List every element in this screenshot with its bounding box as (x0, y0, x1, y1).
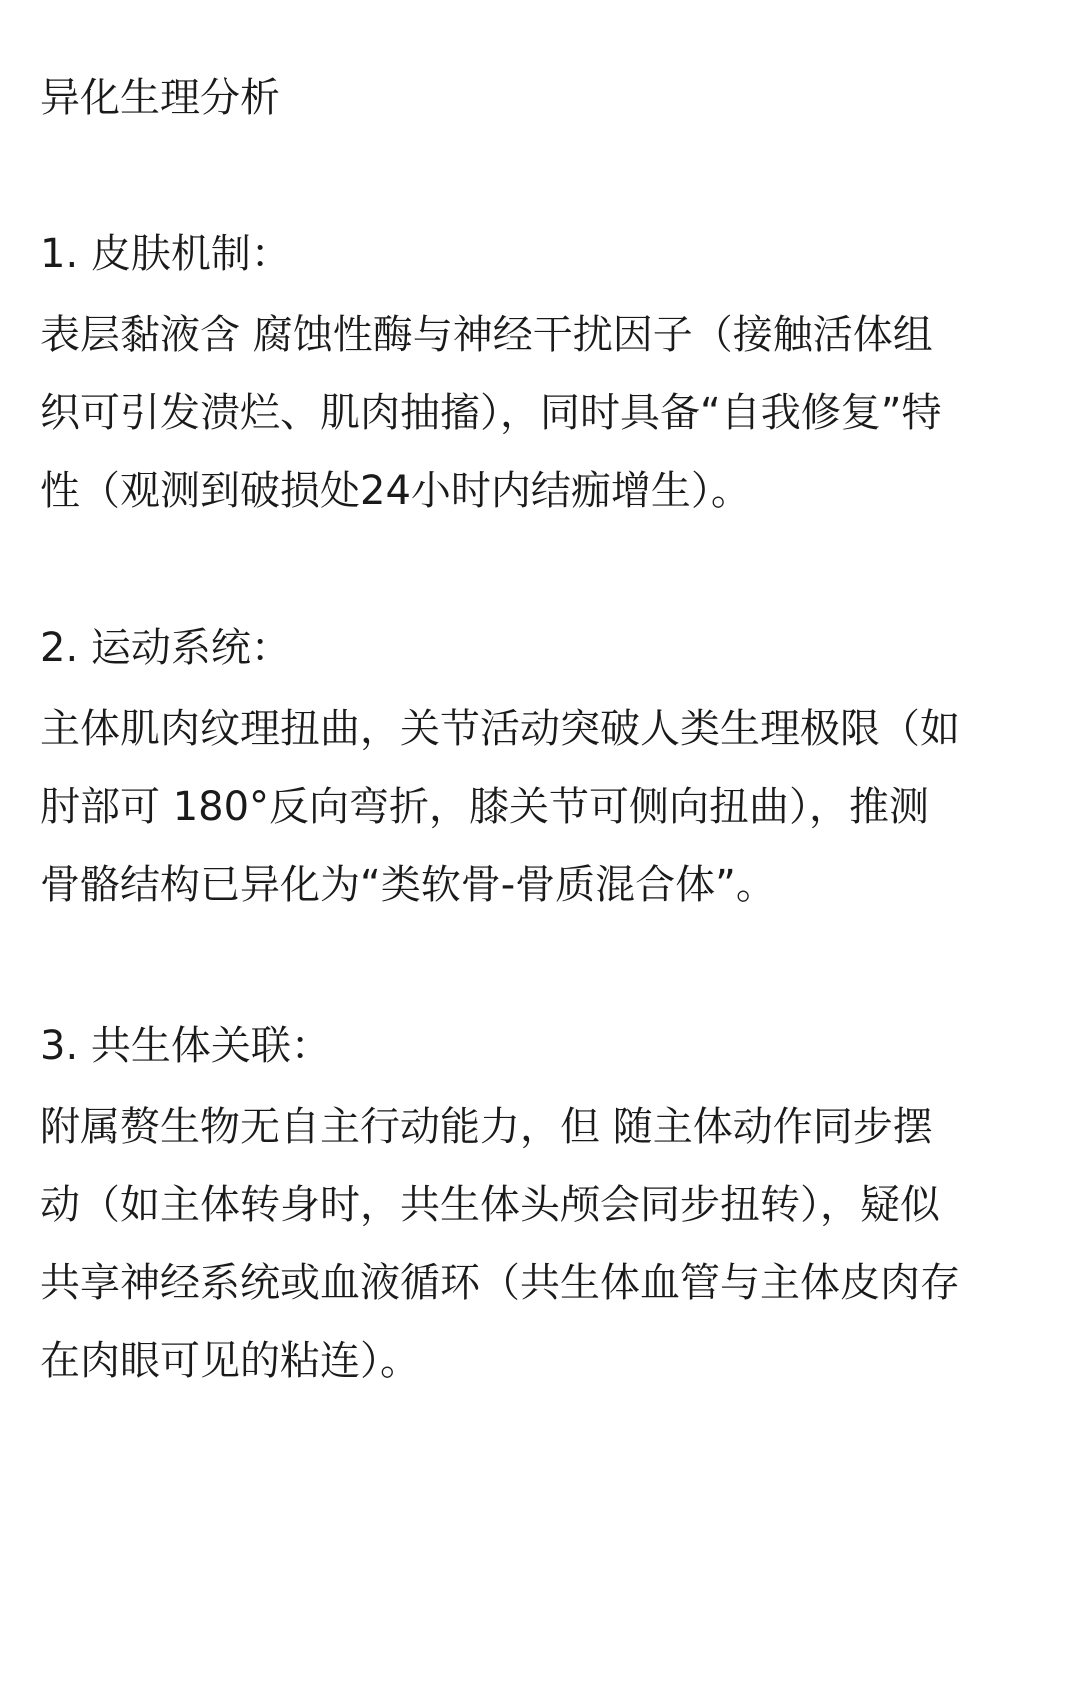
section-skin-mechanism (40, 212, 1039, 530)
section-symbiont-link (40, 1004, 1039, 1400)
section-heading: 1. 皮肤机制： (40, 231, 291, 277)
section-motor-system (40, 606, 1039, 924)
document-title: 异化生理分析 (40, 75, 280, 121)
section-heading: 2. 运动系统： (40, 625, 291, 671)
section-body: 主体肌肉纹理扭曲，关节活动突破人类生理极限（如肘部可 180°反向弯折，膝关节可侧向扭曲），推测骨骼结构已异化为“类软骨-骨质混合体”。 (40, 706, 960, 908)
section-heading: 3. 共生体关联： (40, 1023, 331, 1069)
section-body: 附属赘生物无自主行动能力，但 随主体动作同步摆动（如主体转身时，共生体头颅会同步扭转），疑似共享神经系统或血液循环（共生体血管与主体皮肉存在肉眼可见的粘连）。 (40, 1104, 960, 1384)
section-body: 表层黏液含 腐蚀性酶与神经干扰因子（接触活体组织可引发溃烂、肌肉抽搐），同时具备“自我修复”特性（观测到破损处24小时内结痂增生）。 (40, 312, 942, 514)
